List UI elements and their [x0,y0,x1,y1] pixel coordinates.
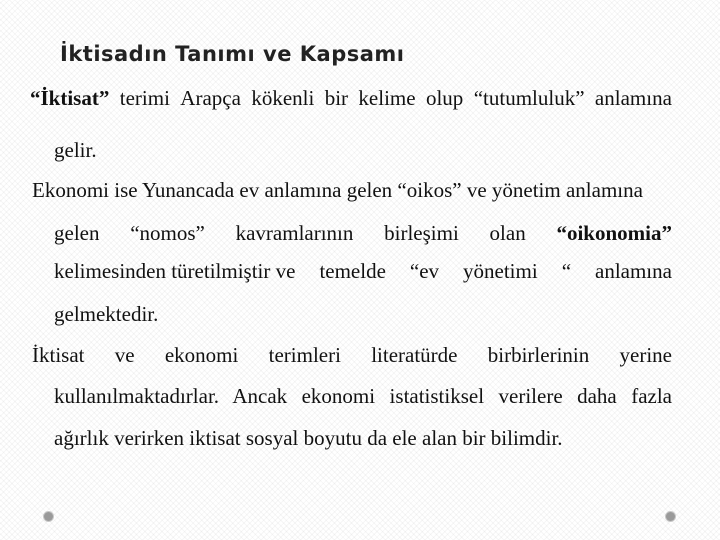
word: bir [324,86,349,110]
word: ekonomi [164,343,239,367]
word: kelime [358,86,416,110]
word: kelimesinden türetilmiştir ve [54,259,296,283]
word: “ [561,259,572,283]
paragraph-2-line-2 [54,221,672,246]
paragraph-1-line-2: gelir. [54,138,97,162]
word: “tutumluluk” [473,86,585,110]
word: terimleri [268,343,341,367]
term-iktisat: “İktisat” [30,86,110,110]
decorative-dot-right [666,512,675,521]
word: olan [489,221,526,245]
word: “ev [409,259,440,283]
term-oikonomia: “oikonomia” [556,221,672,245]
word: ve [114,343,135,367]
word: temelde [319,259,386,283]
slide-title: İktisadın Tanımı ve Kapsamı [60,42,405,66]
word: yerine [619,343,672,367]
word: birleşimi [384,221,459,245]
paragraph-2-line-4: gelmektedir. [54,302,159,326]
word: literatürde [371,343,458,367]
paragraph-2-line-3 [54,259,672,284]
word: İktisat [32,343,85,367]
word: gelen [54,221,100,245]
word: kavramlarının [235,221,354,245]
paragraph-2-line-1: Ekonomi ise Yunancada ev anlamına gelen “oikos” ve yönetim anlamına [32,178,643,202]
paragraph-3-line-1 [32,343,672,368]
word: “nomos” [130,221,205,245]
word: anlamına [594,86,672,110]
word: birbirlerinin [487,343,590,367]
word: yönetimi [463,259,538,283]
paragraph-3-line-2: kullanılmaktadırlar. Ancak ekonomi istatistiksel verilere daha fazla [54,384,672,408]
paragraph-1-line-1 [30,86,672,111]
word: Arapça [180,86,241,110]
word: olup [425,86,464,110]
decorative-dot-left [44,512,53,521]
word: terimi [119,86,170,110]
word: kökenli [251,86,315,110]
paragraph-3-line-3: ağırlık verirken iktisat sosyal boyutu da ele alan bir bilimdir. [54,426,563,450]
word: anlamına [595,259,672,283]
